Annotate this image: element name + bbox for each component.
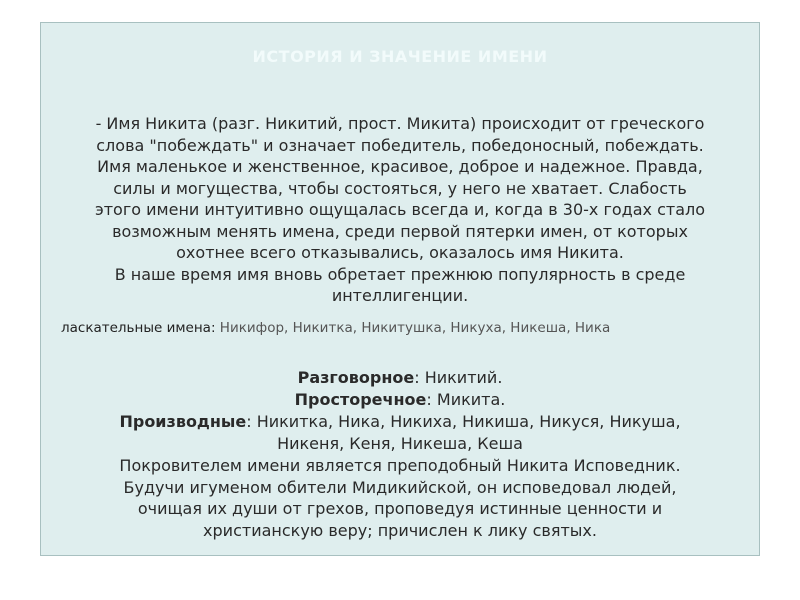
vernacular-line: [53, 389, 747, 411]
colloquial-line: [53, 367, 747, 389]
colloquial-value: : Никитий.: [414, 368, 503, 387]
colloquial-label: Разговорное: [297, 368, 415, 387]
derivatives-line: [53, 411, 747, 433]
main-paragraph: - Имя Никита (разг. Никитий, прост. Микита) происходит от греческого слова "побеждать" и означает победитель, победоносный, побеждать. Имя маленькое и женственное, красивое, доброе и надежное. Правда, силы и могущества, чтобы состояться, у него не хватает. Слабость этого имени интуитивно ощущалась всегда и, когда в 30-х годах стало возможным менять имена, среди первой пятерки имен, от которых охотнее всего отказывались, оказалось имя Никита. В наше время имя вновь обретает прежнюю популярность в среде интеллигенции.: [94, 114, 706, 305]
derivatives-value-1: : Никитка, Ника, Никиха, Никиша, Никуся, Никуша,: [246, 412, 681, 431]
diminutive-label: ласкательные имена:: [61, 320, 216, 336]
diminutive-values: Никифор, Никитка, Никитушка, Никуха, Никеша, Ника: [219, 320, 611, 336]
derivatives-label: Производные: [119, 412, 247, 431]
name-forms: [53, 367, 747, 455]
vernacular-label: Просторечное: [294, 390, 427, 409]
vernacular-value: : Микита.: [426, 390, 506, 409]
slide-panel: [40, 22, 760, 556]
diminutive-names: [61, 319, 749, 337]
slide-title: ИСТОРИЯ И ЗНАЧЕНИЕ ИМЕНИ: [252, 47, 548, 66]
patron-paragraph: Покровителем имени является преподобный Никита Исповедник. Будучи игуменом обители Мидикийской, он исповедовал людей, очищая их души от грехов, проповедуя истинные ценности и христианскую веру; причислен к лику святых.: [119, 456, 681, 540]
derivatives-line-2: Никеня, Кеня, Никеша, Кеша: [277, 434, 523, 453]
